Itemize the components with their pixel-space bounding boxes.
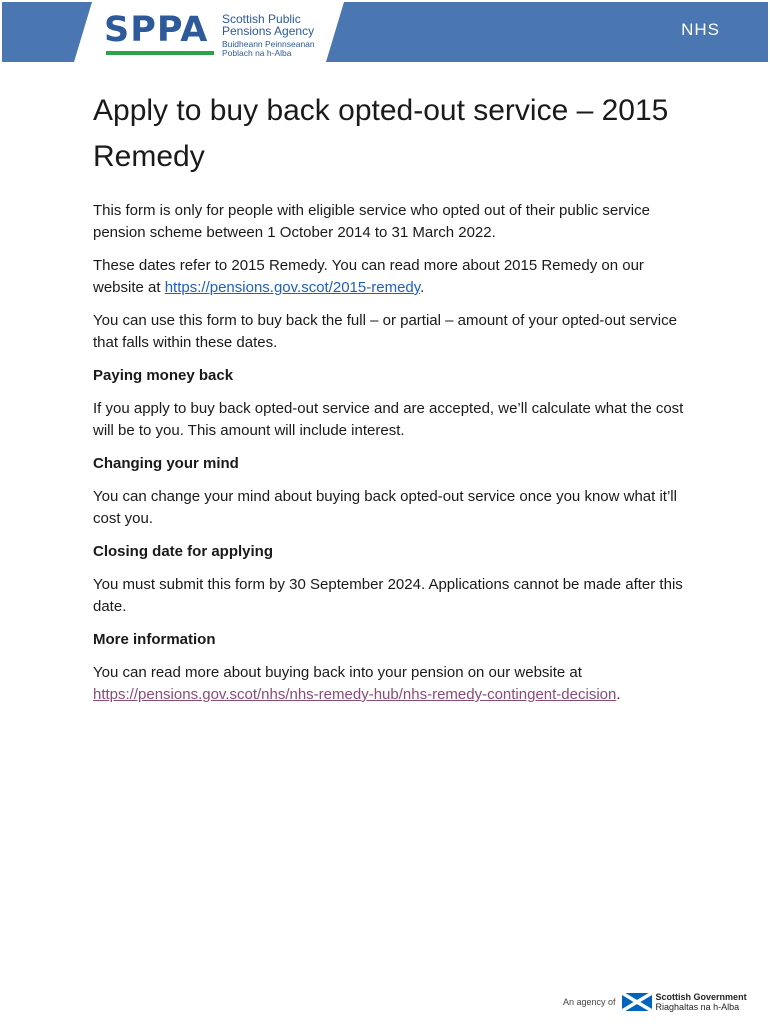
dates-end: . (420, 279, 425, 296)
logo-underline (106, 51, 214, 55)
logo-name-english (222, 13, 314, 37)
more-info-paragraph (93, 662, 693, 706)
section-body-closing: You must submit this form by 30 September 2024. Applications cannot be made after this date. (93, 576, 683, 615)
logo-name-gd-line1: Buidheann Peinnseanan (222, 39, 315, 49)
section-body-changing: You can change your mind about buying back opted-out service once you know what it’ll cost you. (93, 488, 677, 527)
page-title: Apply to buy back opted-out service – 2015 Remedy (93, 94, 669, 173)
gov-name-gaelic: Riaghaltas na h-Alba (655, 1002, 740, 1012)
section-heading-paying: Paying money back (93, 367, 234, 384)
document-body (93, 88, 693, 717)
more-info-end: . (616, 686, 621, 703)
logo-name-en-line2: Pensions Agency (222, 24, 315, 38)
section-heading-changing: Changing your mind (93, 455, 239, 472)
sppa-logo-text: SPPA (104, 10, 209, 50)
remedy-link[interactable]: https://pensions.gov.scot/2015-remedy (164, 279, 421, 296)
scottish-government-logo (656, 992, 747, 1012)
section-body-paying: If you apply to buy back opted-out service and are accepted, we’ll calculate what the cost will be to you. This amount will include interest. (93, 400, 684, 439)
nhs-remedy-link[interactable]: https://pensions.gov.scot/nhs/nhs-remedy-hub/nhs-remedy-contingent-decision (93, 686, 617, 703)
logo-name-en-line1: Scottish Public (222, 12, 301, 26)
logo-name-gd-line2: Poblach na h-Alba (222, 48, 292, 58)
scheme-label: NHS (681, 20, 720, 39)
footer (563, 992, 747, 1012)
dates-text: These dates refer to 2015 Remedy. You can read more about 2015 Remedy on our website at (93, 257, 644, 296)
more-info-text: You can read more about buying back into your pension on our website at (93, 664, 582, 681)
dates-paragraph (93, 255, 693, 299)
partial-paragraph: You can use this form to buy back the full – or partial – amount of your opted-out service that falls within these dates. (93, 312, 677, 351)
section-heading-more-info: More information (93, 631, 216, 648)
intro-paragraph: This form is only for people with eligible service who opted out of their public service pension scheme between 1 October 2014 to 31 March 2022. (93, 202, 650, 241)
saltire-flag-icon (622, 993, 652, 1011)
agency-text: An agency of (563, 997, 616, 1007)
section-heading-closing: Closing date for applying (93, 543, 274, 560)
logo-name-gaelic (222, 40, 315, 58)
gov-name-english: Scottish Government (655, 992, 747, 1002)
